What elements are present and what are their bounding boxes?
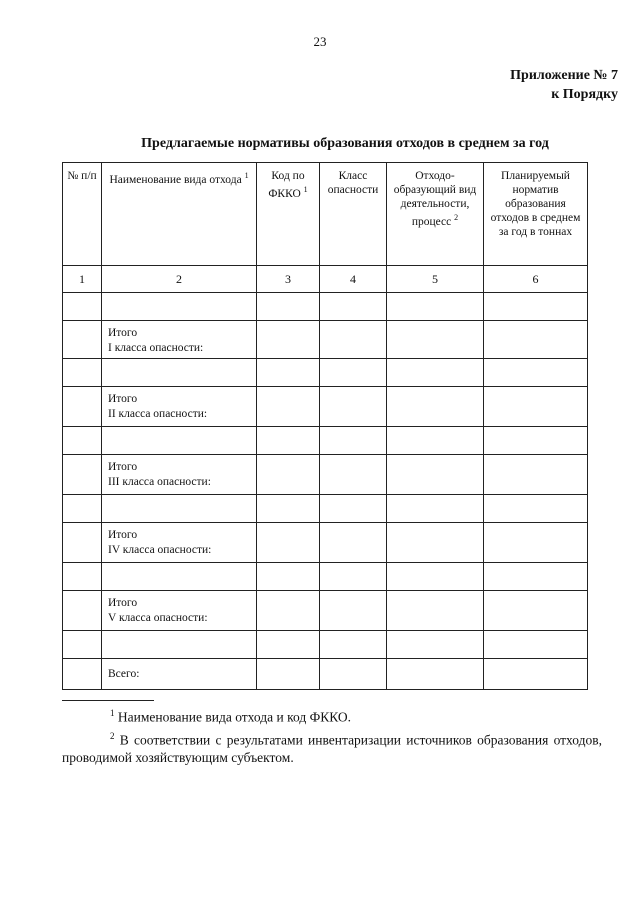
waste-norms-table bbox=[62, 162, 588, 690]
header-number: № п/п bbox=[63, 163, 102, 266]
table-row bbox=[63, 359, 588, 387]
footnote-separator bbox=[62, 700, 154, 701]
header-planned-norm: Планируемый норматив образования отходов в среднем за год в тоннах bbox=[484, 163, 588, 266]
footnotes bbox=[62, 704, 602, 767]
total-label: Всего: bbox=[102, 659, 257, 690]
summary-label: Итого II класса опасности: bbox=[102, 387, 257, 427]
summary-label: Итого V класса опасности: bbox=[102, 591, 257, 631]
column-number: 4 bbox=[320, 266, 387, 293]
summary-row-class-1 bbox=[63, 321, 588, 359]
header-activity: Отходо-образующий вид деятельности, процесс $^2$ bbox=[387, 163, 484, 266]
column-number: 2 bbox=[102, 266, 257, 293]
document-title: Предлагаемые нормативы образования отходов в среднем за год bbox=[141, 136, 549, 151]
header-fkko-code: Код по ФККО $^1$ bbox=[257, 163, 320, 266]
total-row bbox=[63, 659, 588, 690]
header-waste-name: Наименование вида отхода $^1$ bbox=[102, 163, 257, 266]
column-number: 3 bbox=[257, 266, 320, 293]
summary-label: Итого IV класса опасности: bbox=[102, 523, 257, 563]
appendix-heading bbox=[510, 66, 618, 104]
page-number: 23 bbox=[313, 34, 327, 49]
footnote-2: $^2$ В соответствии с результатами инвентаризации источников образования отходов, проводимой хозяйствующим субъектом. bbox=[62, 730, 602, 765]
table-row bbox=[63, 495, 588, 523]
summary-label: Итого I класса опасности: bbox=[102, 321, 257, 359]
summary-row-class-3 bbox=[63, 455, 588, 495]
table-row bbox=[63, 293, 588, 321]
summary-label: Итого III класса опасности: bbox=[102, 455, 257, 495]
table-row bbox=[63, 563, 588, 591]
column-number: 1 bbox=[63, 266, 102, 293]
appendix-line-1: Приложение № 7 bbox=[510, 68, 618, 83]
summary-row-class-5 bbox=[63, 591, 588, 631]
column-number: 6 bbox=[484, 266, 588, 293]
appendix-line-2: к Порядку bbox=[551, 87, 618, 102]
table-row bbox=[63, 427, 588, 455]
footnote-1: $^1$ Наименование вида отхода и код ФККО. bbox=[110, 708, 352, 725]
summary-row-class-2 bbox=[63, 387, 588, 427]
column-number: 5 bbox=[387, 266, 484, 293]
column-number-row bbox=[63, 266, 588, 293]
header-row bbox=[63, 163, 588, 266]
header-hazard-class: Класс опасности bbox=[320, 163, 387, 266]
summary-row-class-4 bbox=[63, 523, 588, 563]
table-row bbox=[63, 631, 588, 659]
